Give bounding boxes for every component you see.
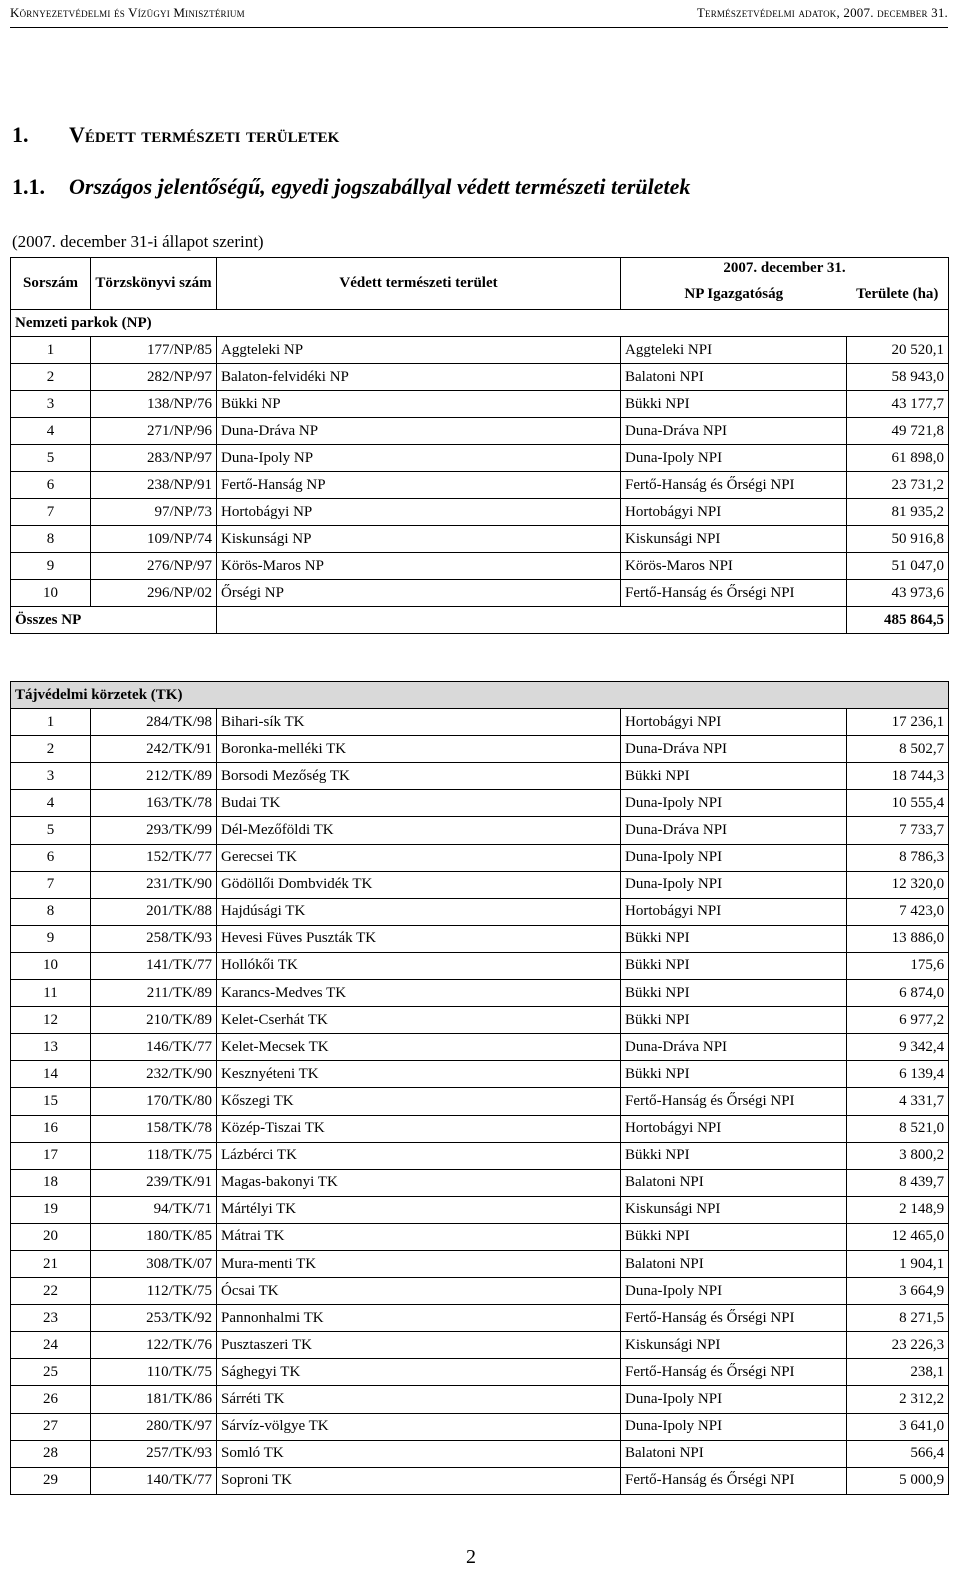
row-index: 4 <box>11 790 91 817</box>
row-area-name: Karancs-Medves TK <box>217 980 621 1007</box>
row-area-name: Őrségi NP <box>217 580 621 607</box>
table-row <box>11 952 949 979</box>
row-registry-number: 146/TK/77 <box>91 1034 217 1061</box>
row-area-ha: 3 800,2 <box>847 1142 949 1169</box>
row-directorate: Duna-Dráva NPI <box>621 736 847 763</box>
row-area-name: Kelet-Mecsek TK <box>217 1034 621 1061</box>
table-row <box>11 898 949 925</box>
row-directorate: Fertő-Hanság és Őrségi NPI <box>621 1305 847 1332</box>
row-area-name: Körös-Maros NP <box>217 553 621 580</box>
row-registry-number: 180/TK/85 <box>91 1223 217 1250</box>
row-index: 5 <box>11 445 91 472</box>
row-index: 16 <box>11 1115 91 1142</box>
col-area: Területe (ha) <box>847 280 949 310</box>
row-directorate: Bükki NPI <box>621 925 847 952</box>
row-registry-number: 158/TK/78 <box>91 1115 217 1142</box>
row-directorate: Duna-Ipoly NPI <box>621 445 847 472</box>
table-row <box>11 553 949 580</box>
row-registry-number: 118/TK/75 <box>91 1142 217 1169</box>
header-ministry: Környezetvédelmi és Vízügyi Minisztérium <box>10 5 245 20</box>
row-registry-number: 177/NP/85 <box>91 337 217 364</box>
row-registry-number: 201/TK/88 <box>91 898 217 925</box>
row-registry-number: 163/TK/78 <box>91 790 217 817</box>
row-area-ha: 7 423,0 <box>847 898 949 925</box>
table-row <box>11 871 949 898</box>
row-directorate: Fertő-Hanság és Őrségi NPI <box>621 1088 847 1115</box>
table-row <box>11 1413 949 1440</box>
table-row <box>11 1034 949 1061</box>
row-directorate: Duna-Ipoly NPI <box>621 1386 847 1413</box>
row-area-ha: 10 555,4 <box>847 790 949 817</box>
row-area-ha: 2 148,9 <box>847 1196 949 1223</box>
row-area-ha: 8 502,7 <box>847 736 949 763</box>
row-area-name: Aggteleki NP <box>217 337 621 364</box>
table-row <box>11 391 949 418</box>
row-area-name: Magas-bakonyi TK <box>217 1169 621 1196</box>
row-area-name: Mura-menti TK <box>217 1250 621 1277</box>
row-registry-number: 239/TK/91 <box>91 1169 217 1196</box>
row-registry-number: 122/TK/76 <box>91 1332 217 1359</box>
row-area-name: Sághegyi TK <box>217 1359 621 1386</box>
row-area-ha: 12 465,0 <box>847 1223 949 1250</box>
row-directorate: Bükki NPI <box>621 952 847 979</box>
row-area-ha: 8 786,3 <box>847 844 949 871</box>
row-registry-number: 293/TK/99 <box>91 817 217 844</box>
row-area-name: Bükki NP <box>217 391 621 418</box>
row-registry-number: 212/TK/89 <box>91 763 217 790</box>
row-directorate: Hortobágyi NPI <box>621 898 847 925</box>
row-area-ha: 49 721,8 <box>847 418 949 445</box>
row-area-name: Hollókői TK <box>217 952 621 979</box>
table-row <box>11 499 949 526</box>
row-area-ha: 51 047,0 <box>847 553 949 580</box>
row-index: 8 <box>11 898 91 925</box>
row-directorate: Kiskunsági NPI <box>621 526 847 553</box>
row-registry-number: 210/TK/89 <box>91 1007 217 1034</box>
row-index: 8 <box>11 526 91 553</box>
row-area-ha: 9 342,4 <box>847 1034 949 1061</box>
row-area-ha: 238,1 <box>847 1359 949 1386</box>
col-npi: NP Igazgatóság <box>621 280 847 310</box>
page-number: 2 <box>466 1546 476 1568</box>
header-data-date: Természetvédelmi adatok, 2007. december 31. <box>696 5 948 20</box>
row-directorate: Bükki NPI <box>621 1142 847 1169</box>
row-registry-number: 231/TK/90 <box>91 871 217 898</box>
row-area-ha: 8 521,0 <box>847 1115 949 1142</box>
row-index: 9 <box>11 925 91 952</box>
row-area-name: Kesznyéteni TK <box>217 1061 621 1088</box>
row-index: 3 <box>11 391 91 418</box>
row-area-ha: 12 320,0 <box>847 871 949 898</box>
row-area-name: Lázbérci TK <box>217 1142 621 1169</box>
row-area-ha: 50 916,8 <box>847 526 949 553</box>
row-area-name: Boronka-melléki TK <box>217 736 621 763</box>
table-row <box>11 844 949 871</box>
row-area-ha: 1 904,1 <box>847 1250 949 1277</box>
np-total-label: Összes NP <box>11 607 217 634</box>
row-directorate: Bükki NPI <box>621 763 847 790</box>
heading-1-number: 1. <box>12 122 29 147</box>
table-row <box>11 580 949 607</box>
row-area-name: Budai TK <box>217 790 621 817</box>
row-directorate: Duna-Ipoly NPI <box>621 1278 847 1305</box>
row-directorate: Hortobágyi NPI <box>621 709 847 736</box>
row-index: 22 <box>11 1278 91 1305</box>
row-registry-number: 283/NP/97 <box>91 445 217 472</box>
row-index: 7 <box>11 871 91 898</box>
row-area-name: Duna-Ipoly NP <box>217 445 621 472</box>
tk-table <box>10 681 949 1495</box>
row-area-ha: 61 898,0 <box>847 445 949 472</box>
row-registry-number: 109/NP/74 <box>91 526 217 553</box>
state-subtitle: (2007. december 31-i állapot szerint) <box>12 232 264 251</box>
row-area-name: Mártélyi TK <box>217 1196 621 1223</box>
table-row <box>11 364 949 391</box>
table-row <box>11 1115 949 1142</box>
row-directorate: Duna-Dráva NPI <box>621 418 847 445</box>
table-row <box>11 1007 949 1034</box>
row-index: 4 <box>11 418 91 445</box>
table-row <box>11 1223 949 1250</box>
row-directorate: Fertő-Hanság és Őrségi NPI <box>621 1359 847 1386</box>
table-row <box>11 1142 949 1169</box>
row-registry-number: 141/TK/77 <box>91 952 217 979</box>
row-area-name: Fertő-Hanság NP <box>217 472 621 499</box>
row-area-name: Borsodi Mezőség TK <box>217 763 621 790</box>
row-directorate: Hortobágyi NPI <box>621 499 847 526</box>
row-directorate: Balatoni NPI <box>621 364 847 391</box>
row-registry-number: 232/TK/90 <box>91 1061 217 1088</box>
row-area-name: Balaton-felvidéki NP <box>217 364 621 391</box>
row-area-ha: 566,4 <box>847 1440 949 1467</box>
row-area-ha: 8 439,7 <box>847 1169 949 1196</box>
table-row <box>11 709 949 736</box>
table-row <box>11 445 949 472</box>
row-registry-number: 242/TK/91 <box>91 736 217 763</box>
row-directorate: Balatoni NPI <box>621 1169 847 1196</box>
tk-section-title: Tájvédelmi körzetek (TK) <box>11 682 949 709</box>
row-area-ha: 18 744,3 <box>847 763 949 790</box>
row-directorate: Duna-Ipoly NPI <box>621 1413 847 1440</box>
row-area-name: Sárvíz-völgye TK <box>217 1413 621 1440</box>
row-index: 7 <box>11 499 91 526</box>
np-total-spacer <box>217 607 847 634</box>
table-row <box>11 418 949 445</box>
col-sorszam: Sorszám <box>11 258 91 310</box>
col-terulet: Védett természeti terület <box>217 258 621 310</box>
row-registry-number: 280/TK/97 <box>91 1413 217 1440</box>
row-area-name: Kiskunsági NP <box>217 526 621 553</box>
row-directorate: Bükki NPI <box>621 980 847 1007</box>
row-index: 21 <box>11 1250 91 1277</box>
table-row <box>11 790 949 817</box>
row-index: 9 <box>11 553 91 580</box>
table-row <box>11 1440 949 1467</box>
row-index: 29 <box>11 1467 91 1494</box>
running-header <box>10 5 948 28</box>
row-area-name: Közép-Tiszai TK <box>217 1115 621 1142</box>
heading-1 <box>12 122 339 148</box>
row-area-ha: 8 271,5 <box>847 1305 949 1332</box>
row-area-name: Kőszegi TK <box>217 1088 621 1115</box>
table-row <box>11 925 949 952</box>
row-area-ha: 43 177,7 <box>847 391 949 418</box>
row-index: 15 <box>11 1088 91 1115</box>
row-index: 23 <box>11 1305 91 1332</box>
row-index: 6 <box>11 472 91 499</box>
table-row <box>11 1386 949 1413</box>
row-registry-number: 308/TK/07 <box>91 1250 217 1277</box>
row-area-name: Mátrai TK <box>217 1223 621 1250</box>
table-row <box>11 1088 949 1115</box>
col-torzskonyvi: Törzskönyvi szám <box>91 258 217 310</box>
row-index: 6 <box>11 844 91 871</box>
row-area-ha: 13 886,0 <box>847 925 949 952</box>
row-area-name: Pannonhalmi TK <box>217 1305 621 1332</box>
row-directorate: Duna-Dráva NPI <box>621 1034 847 1061</box>
table-row <box>11 1061 949 1088</box>
row-directorate: Hortobágyi NPI <box>621 1115 847 1142</box>
row-directorate: Balatoni NPI <box>621 1250 847 1277</box>
row-registry-number: 276/NP/97 <box>91 553 217 580</box>
row-index: 27 <box>11 1413 91 1440</box>
row-index: 28 <box>11 1440 91 1467</box>
row-area-name: Kelet-Cserhát TK <box>217 1007 621 1034</box>
heading-2 <box>12 174 690 200</box>
row-directorate: Körös-Maros NPI <box>621 553 847 580</box>
row-directorate: Fertő-Hanság és Őrségi NPI <box>621 580 847 607</box>
row-index: 3 <box>11 763 91 790</box>
np-total-value: 485 864,5 <box>847 607 949 634</box>
row-index: 1 <box>11 337 91 364</box>
row-registry-number: 296/NP/02 <box>91 580 217 607</box>
row-area-ha: 6 874,0 <box>847 980 949 1007</box>
row-area-name: Sárréti TK <box>217 1386 621 1413</box>
row-index: 2 <box>11 364 91 391</box>
row-area-ha: 3 664,9 <box>847 1278 949 1305</box>
row-registry-number: 258/TK/93 <box>91 925 217 952</box>
row-registry-number: 284/TK/98 <box>91 709 217 736</box>
row-registry-number: 138/NP/76 <box>91 391 217 418</box>
row-index: 18 <box>11 1169 91 1196</box>
row-registry-number: 140/TK/77 <box>91 1467 217 1494</box>
row-registry-number: 112/TK/75 <box>91 1278 217 1305</box>
heading-2-text: Országos jelentőségű, egyedi jogszabállyal védett természeti területek <box>69 174 691 199</box>
row-index: 25 <box>11 1359 91 1386</box>
row-area-ha: 6 977,2 <box>847 1007 949 1034</box>
row-registry-number: 152/TK/77 <box>91 844 217 871</box>
row-area-name: Gödöllői Dombvidék TK <box>217 871 621 898</box>
row-area-name: Somló TK <box>217 1440 621 1467</box>
row-directorate: Duna-Ipoly NPI <box>621 844 847 871</box>
table-row <box>11 337 949 364</box>
row-registry-number: 97/NP/73 <box>91 499 217 526</box>
row-area-name: Gerecsei TK <box>217 844 621 871</box>
row-area-name: Soproni TK <box>217 1467 621 1494</box>
row-registry-number: 181/TK/86 <box>91 1386 217 1413</box>
row-index: 13 <box>11 1034 91 1061</box>
row-area-name: Pusztaszeri TK <box>217 1332 621 1359</box>
table-row <box>11 763 949 790</box>
row-directorate: Bükki NPI <box>621 391 847 418</box>
table-row <box>11 736 949 763</box>
row-directorate: Bükki NPI <box>621 1223 847 1250</box>
row-registry-number: 238/NP/91 <box>91 472 217 499</box>
row-area-name: Ócsai TK <box>217 1278 621 1305</box>
row-area-ha: 4 331,7 <box>847 1088 949 1115</box>
table-row <box>11 472 949 499</box>
row-area-ha: 23 731,2 <box>847 472 949 499</box>
row-area-ha: 7 733,7 <box>847 817 949 844</box>
row-registry-number: 110/TK/75 <box>91 1359 217 1386</box>
row-area-ha: 175,6 <box>847 952 949 979</box>
row-index: 12 <box>11 1007 91 1034</box>
table-row <box>11 817 949 844</box>
row-registry-number: 94/TK/71 <box>91 1196 217 1223</box>
row-area-ha: 20 520,1 <box>847 337 949 364</box>
row-index: 19 <box>11 1196 91 1223</box>
row-directorate: Fertő-Hanság és Őrségi NPI <box>621 1467 847 1494</box>
row-area-name: Hevesi Füves Puszták TK <box>217 925 621 952</box>
row-index: 11 <box>11 980 91 1007</box>
row-area-ha: 58 943,0 <box>847 364 949 391</box>
row-registry-number: 271/NP/96 <box>91 418 217 445</box>
row-directorate: Duna-Dráva NPI <box>621 817 847 844</box>
row-area-ha: 2 312,2 <box>847 1386 949 1413</box>
row-index: 1 <box>11 709 91 736</box>
row-area-ha: 5 000,9 <box>847 1467 949 1494</box>
table-row <box>11 526 949 553</box>
heading-2-number: 1.1. <box>12 174 45 199</box>
table-row <box>11 1467 949 1494</box>
row-area-ha: 43 973,6 <box>847 580 949 607</box>
row-index: 17 <box>11 1142 91 1169</box>
row-directorate: Duna-Ipoly NPI <box>621 790 847 817</box>
row-directorate: Bükki NPI <box>621 1007 847 1034</box>
row-registry-number: 170/TK/80 <box>91 1088 217 1115</box>
row-directorate: Bükki NPI <box>621 1061 847 1088</box>
row-directorate: Kiskunsági NPI <box>621 1196 847 1223</box>
row-index: 10 <box>11 952 91 979</box>
table-row <box>11 1359 949 1386</box>
row-index: 10 <box>11 580 91 607</box>
row-area-name: Duna-Dráva NP <box>217 418 621 445</box>
np-table <box>10 257 949 634</box>
row-area-name: Hortobágyi NP <box>217 499 621 526</box>
row-index: 2 <box>11 736 91 763</box>
row-area-ha: 81 935,2 <box>847 499 949 526</box>
row-directorate: Balatoni NPI <box>621 1440 847 1467</box>
row-registry-number: 257/TK/93 <box>91 1440 217 1467</box>
row-directorate: Aggteleki NPI <box>621 337 847 364</box>
table-row <box>11 1305 949 1332</box>
table-row <box>11 1169 949 1196</box>
row-area-name: Bihari-sík TK <box>217 709 621 736</box>
table-row <box>11 1332 949 1359</box>
row-index: 26 <box>11 1386 91 1413</box>
table-row <box>11 1250 949 1277</box>
table-row <box>11 1196 949 1223</box>
row-index: 14 <box>11 1061 91 1088</box>
row-index: 5 <box>11 817 91 844</box>
row-area-name: Dél-Mezőföldi TK <box>217 817 621 844</box>
row-area-ha: 3 641,0 <box>847 1413 949 1440</box>
row-directorate: Fertő-Hanság és Őrségi NPI <box>621 472 847 499</box>
row-area-ha: 6 139,4 <box>847 1061 949 1088</box>
row-index: 24 <box>11 1332 91 1359</box>
heading-1-text: Védett természeti területek <box>69 122 340 147</box>
row-directorate: Kiskunsági NPI <box>621 1332 847 1359</box>
row-registry-number: 282/NP/97 <box>91 364 217 391</box>
col-date: 2007. december 31. <box>621 258 949 280</box>
np-section-title: Nemzeti parkok (NP) <box>11 310 949 337</box>
row-area-ha: 17 236,1 <box>847 709 949 736</box>
row-directorate: Duna-Ipoly NPI <box>621 871 847 898</box>
table-row <box>11 980 949 1007</box>
table-row <box>11 1278 949 1305</box>
row-registry-number: 211/TK/89 <box>91 980 217 1007</box>
row-registry-number: 253/TK/92 <box>91 1305 217 1332</box>
row-area-name: Hajdúsági TK <box>217 898 621 925</box>
row-index: 20 <box>11 1223 91 1250</box>
row-area-ha: 23 226,3 <box>847 1332 949 1359</box>
